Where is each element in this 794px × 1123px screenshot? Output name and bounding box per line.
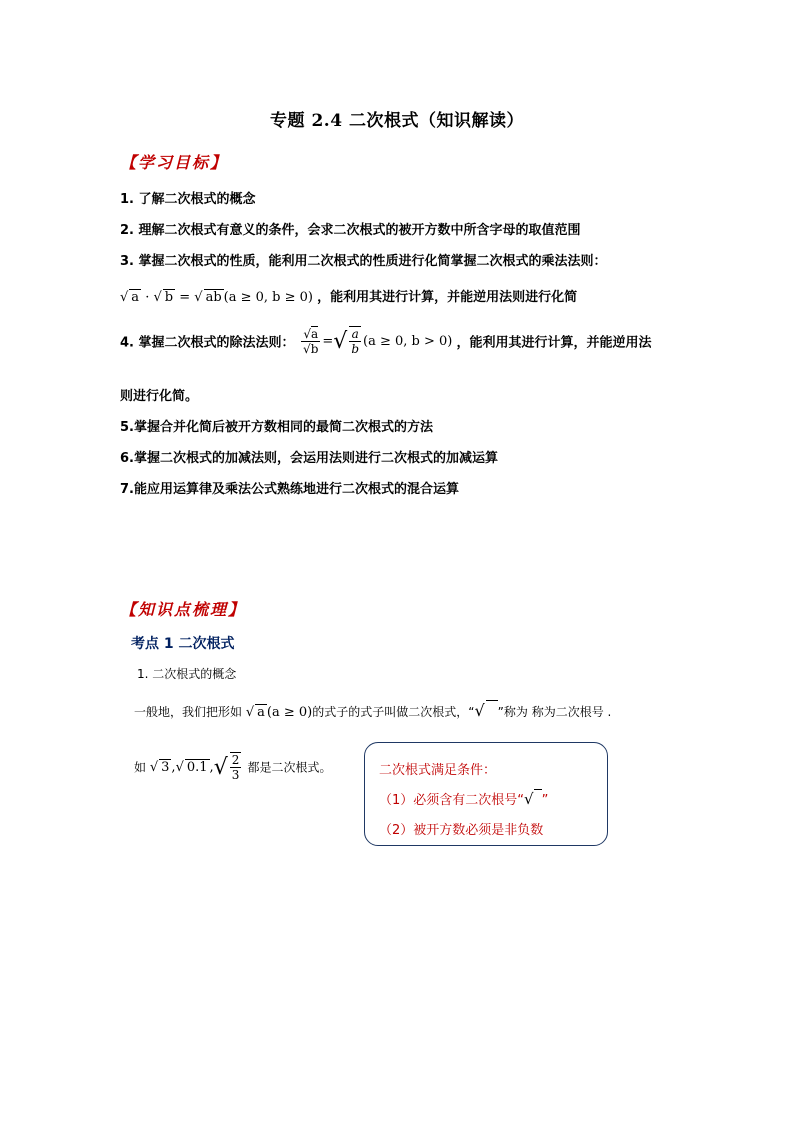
goal-item-7: 7.能应用运算律及乘法公式熟练地进行二次根式的混合运算 bbox=[120, 482, 459, 497]
examples-formula: √ 3 ,√ 0.1 ,√ $\frac{2}{3}$ bbox=[149, 753, 240, 782]
division-rule-formula: $\frac{√a}{√b}$ =√ $\frac{a}{b}$ (a ≥ 0, b > 0) bbox=[303, 326, 453, 356]
callout-condition-1: （1）必须含有二次根号“√ ” bbox=[379, 790, 549, 808]
examples-text: 如 √ 3 ,√ 0.1 ,√ $\frac{2}{3}$ 都是二次根式。 bbox=[134, 753, 332, 782]
goal-item-3-cont: √ a · √ b = √ ab (a ≥ 0, b ≥ 0) ，能利用其进行计算，并能逆用法则进行化简 bbox=[120, 290, 578, 305]
goal-item-2: 2. 理解二次根式有意义的条件，会求二次根式的被开方数中所含字母的取值范围 bbox=[120, 223, 581, 238]
learning-goals-header: 【学习目标】 bbox=[120, 153, 229, 172]
subsection-concept: 1. 二次根式的概念 bbox=[137, 667, 237, 681]
conditions-callout bbox=[364, 742, 608, 846]
callout-title: 二次根式满足条件： bbox=[379, 763, 497, 778]
page-title: 专题 2.4 二次根式（知识解读） bbox=[270, 111, 524, 131]
callout-condition-2: （2）被开方数必须是非负数 bbox=[379, 823, 544, 838]
goal-item-4-cont: 则进行化简。 bbox=[120, 389, 199, 404]
key-point-1-title: 考点 1 二次根式 bbox=[131, 636, 235, 652]
definition-formula: √ a (a ≥ 0) bbox=[245, 705, 313, 720]
multiplication-rule-formula: √ a · √ b = √ ab (a ≥ 0, b ≥ 0) bbox=[120, 290, 313, 305]
radical-symbol: √ bbox=[524, 790, 542, 808]
goal-item-5: 5.掌握合并化简后被开方数相同的最简二次根式的方法 bbox=[120, 420, 433, 435]
radical-symbol: √ bbox=[474, 705, 497, 720]
definition-text: 一般地，我们把形如 √ a (a ≥ 0)的式子的式子叫做二次根式，“√ ”称为 称为二次根号 . bbox=[134, 701, 612, 720]
knowledge-points-header: 【知识点梳理】 bbox=[120, 600, 247, 619]
goal-item-3: 3. 掌握二次根式的性质，能利用二次根式的性质进行化简掌握二次根式的乘法法则： bbox=[120, 254, 607, 269]
goal-item-4: 4. 掌握二次根式的除法法则： $\frac{√a}{√b}$ =√ $\frac{a}{b}$ (a ≥ 0, b > 0) ，能利用其进行计算，并能逆用法 bbox=[120, 326, 652, 356]
goal-item-1: 1. 了解二次根式的概念 bbox=[120, 192, 256, 207]
goal-item-6: 6.掌握二次根式的加减法则，会运用法则进行二次根式的加减运算 bbox=[120, 451, 498, 466]
